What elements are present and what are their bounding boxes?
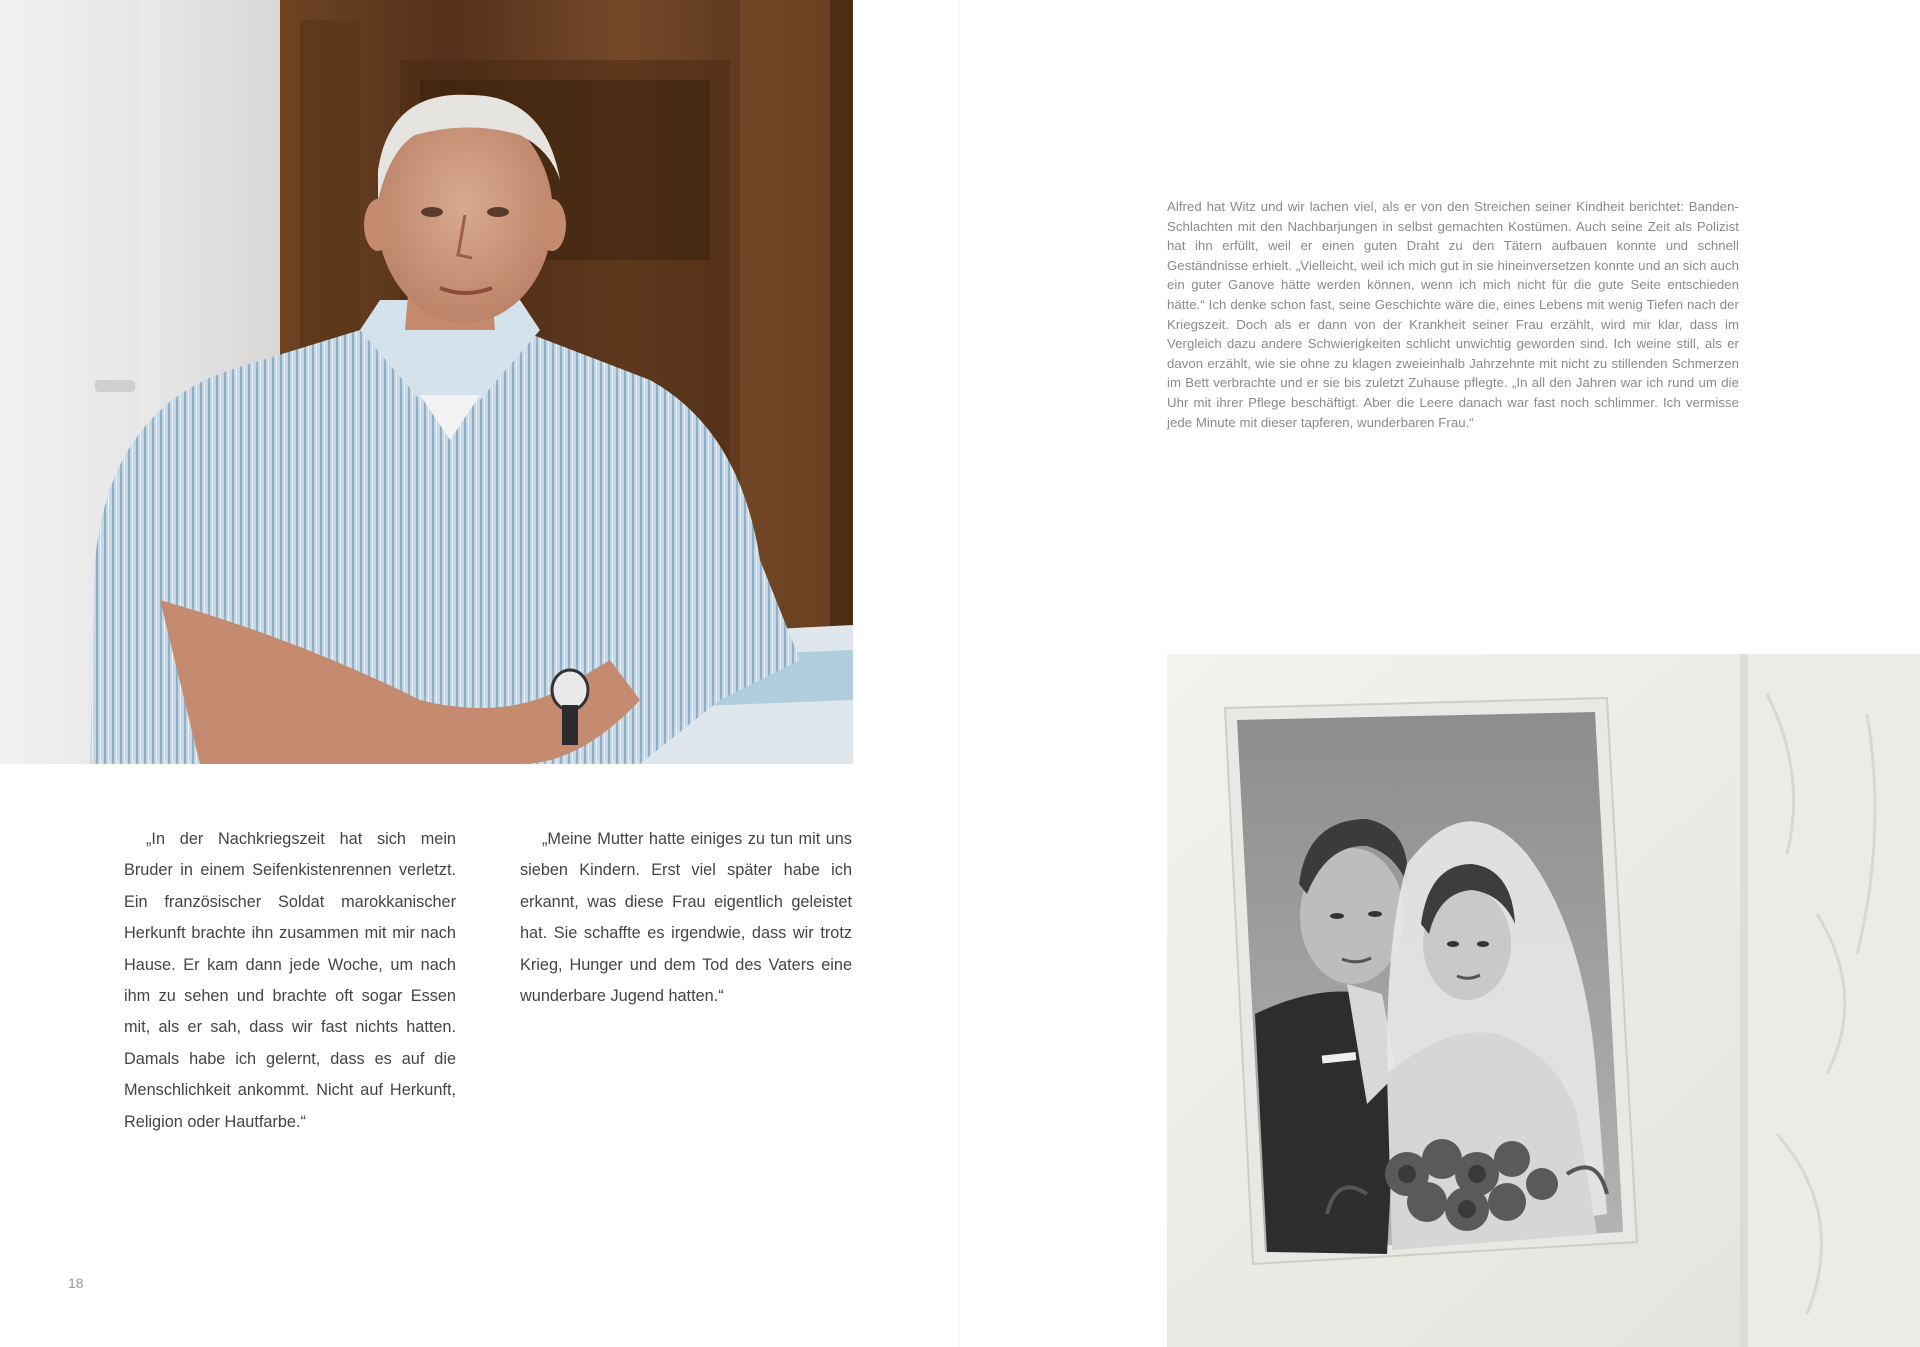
body-text: Alfred hat Witz und wir lachen viel, als er von den Streichen seiner Kindheit berichtet: Banden-Schlachten mit den Nachbarjungen in selbst gemachten Kostümen. Auch seine Zeit als Polizist hat ihn erfüllt, weil er einen guten Draht zu den Tätern aufbauen konnte und schnell Geständnisse erhielt. „Vielleicht, weil ich mich gut in sie hineinversetzen konnte und an sich auch ein guter Ganove hätte werden können, wenn ich mich nicht für die gute Seite entschieden hätte.“ Ich denke schon fast, seine Geschichte wäre die, eines Lebens mit wenig Tiefen nach der Kriegszeit. Doch als er dann von der Krankheit seiner Frau erzählt, wird mir klar, dass im Vergleich dazu andere Schwierigkeiten schlicht unwichtig geworden sind. Ich weine still, als er davon erzählt, wie sie ohne zu klagen zweieinhalb Jahrzehnte mit nicht zu stillenden Schmerzen im Bett verbrachte und er sie bis zuletzt Zuhause pflegte. „In all den Jahren war ich rund um die Uhr mit ihrer Pflege beschäftigt. Aber die Leere danach war fast noch schlimmer. Ich vermisse jede Minute mit dieser tapferen, wunderbaren Frau.“ <box>1167 199 1739 430</box>
quote-brother-text: „In der Nachkriegszeit hat sich mein Bruder in einem Seifenkistenrennen verletzt. Ein französischer Soldat marokkanischer Herkunft brachte ihn zusammen mit mir nach Hause. Er kam dann jede Woche, um nach ihm zu sehen und brachte oft sogar Essen mit, als er sah, dass wir fast nichts hatten. Damals habe ich gelernt, dass es auf die Menschlichkeit ankommt. Nicht auf Herkunft, Religion oder Hautfarbe.“ <box>124 830 456 1131</box>
wedding-photo <box>1167 654 1920 1347</box>
portrait-photo <box>0 0 853 764</box>
quote-mother-text: „Meine Mutter hatte einiges zu tun mit uns sieben Kindern. Erst viel später habe ich erkannt, was diese Frau eigentlich geleistet hat. Sie schaffte es irgendwie, dass wir trotz Krieg, Hunger und dem Tod des Vaters eine wunderbare Jugend hatten.“ <box>520 830 852 1006</box>
quote-brother <box>124 824 456 1138</box>
page-number: 18 <box>68 1275 84 1291</box>
portrait-illustration <box>0 0 853 764</box>
quote-mother <box>520 824 852 1012</box>
wedding-illustration <box>1167 654 1920 1347</box>
